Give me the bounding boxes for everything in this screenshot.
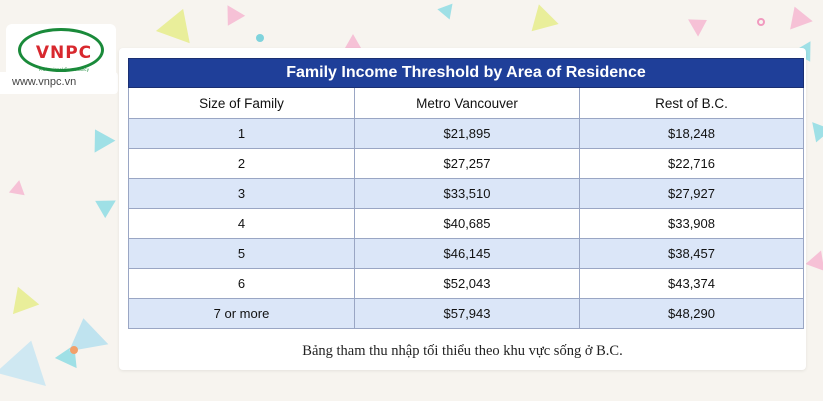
column-header-metro: Metro Vancouver [355,88,580,119]
income-threshold-table [128,58,804,329]
metro-vancouver-cell: $33,510 [355,179,580,209]
table-row [129,149,804,179]
column-header-rest: Rest of B.C. [580,88,804,119]
income-threshold-card [119,48,806,370]
table-title: Family Income Threshold by Area of Residence [129,59,804,88]
family-size-cell: 2 [129,149,355,179]
rest-of-bc-cell: $18,248 [580,119,804,149]
logo-tagline: Professional Consultancy [39,67,89,72]
table-row [129,119,804,149]
column-header-size: Size of Family [129,88,355,119]
metro-vancouver-cell: $46,145 [355,239,580,269]
metro-vancouver-cell: $57,943 [355,299,580,329]
family-size-cell: 5 [129,239,355,269]
table-header-row [129,88,804,119]
table-row [129,209,804,239]
rest-of-bc-cell: $27,927 [580,179,804,209]
table-row [129,299,804,329]
rest-of-bc-cell: $38,457 [580,239,804,269]
family-size-cell: 1 [129,119,355,149]
table-row [129,179,804,209]
table-row [129,239,804,269]
family-size-cell: 6 [129,269,355,299]
rest-of-bc-cell: $48,290 [580,299,804,329]
table-caption: Bảng tham thu nhập tối thiểu theo khu vực sống ở B.C. [302,343,623,359]
metro-vancouver-cell: $52,043 [355,269,580,299]
table-row [129,269,804,299]
website-url-bar[interactable] [0,72,118,94]
metro-vancouver-cell: $27,257 [355,149,580,179]
logo-emblem [18,28,104,72]
family-size-cell: 7 or more [129,299,355,329]
website-url: www.vnpc.vn [12,76,77,88]
family-size-cell: 3 [129,179,355,209]
rest-of-bc-cell: $43,374 [580,269,804,299]
metro-vancouver-cell: $40,685 [355,209,580,239]
metro-vancouver-cell: $21,895 [355,119,580,149]
rest-of-bc-cell: $33,908 [580,209,804,239]
family-size-cell: 4 [129,209,355,239]
logo-brand: VNPC [35,43,93,63]
rest-of-bc-cell: $22,716 [580,149,804,179]
